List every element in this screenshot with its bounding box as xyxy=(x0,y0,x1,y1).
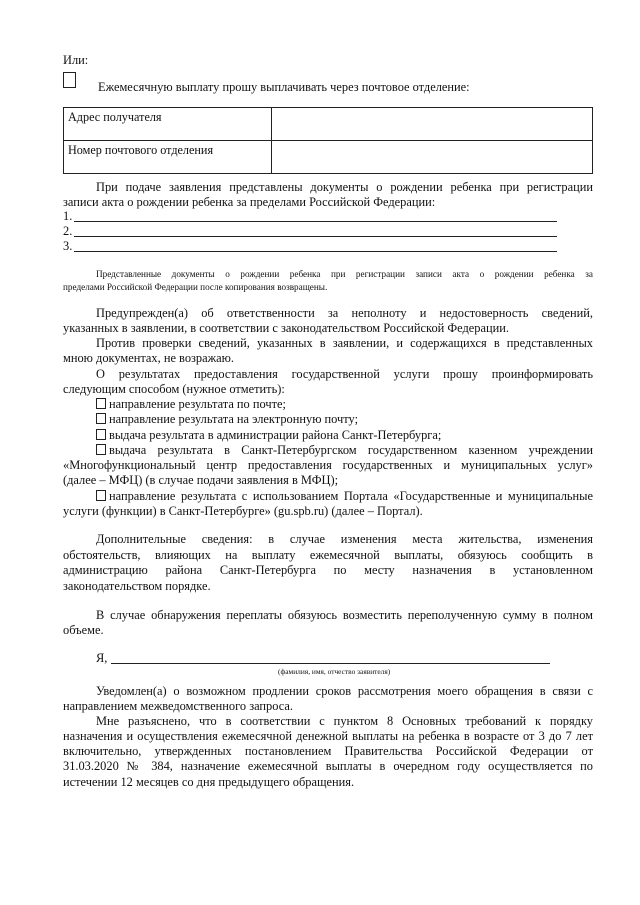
option-portal-label-line1: направление результата с использованием Портала «Государственные и муниципальные xyxy=(109,489,593,503)
additional-line4: законодательством порядке. xyxy=(63,579,211,593)
signature-prefix: Я, xyxy=(96,651,108,665)
option-portal[interactable] xyxy=(96,489,593,504)
or-label: Или: xyxy=(63,53,89,67)
option-portal-line2: услуги (функции) в Санкт-Петербурге» (gu.spb.ru) (далее – Портал). xyxy=(63,504,423,518)
overpay-line1: В случае обнаружения переплаты обязуюсь возместить переполученную сумму в полном xyxy=(96,608,593,622)
checkbox-icon[interactable] xyxy=(96,429,106,440)
option-post[interactable] xyxy=(96,397,286,412)
post-office-number-field[interactable] xyxy=(272,141,593,174)
small-note-line2: пределами Российской Федерации после копирования возвращены. xyxy=(63,282,328,292)
option-admin-label: выдача результата в администрации района Санкт-Петербурга; xyxy=(109,428,442,442)
checkbox-icon[interactable] xyxy=(96,398,106,409)
consent-line1: Против проверки сведений, указанных в заявлении, и содержащихся в представленных xyxy=(96,336,593,350)
option-admin[interactable] xyxy=(96,428,441,443)
docs-item-3-field[interactable] xyxy=(74,251,557,252)
results-intro-line2: следующим способом (нужное отметить): xyxy=(63,382,285,396)
option-mfc[interactable] xyxy=(96,443,593,458)
explained-line1: Мне разъяснено, что в соответствии с пунктом 8 Основных требований к порядку xyxy=(96,714,593,728)
docs-para-line1: При подаче заявления представлены документы о рождении ребенка при регистрации xyxy=(96,180,593,194)
additional-line1: Дополнительные сведения: в случае изменения места жительства, изменения xyxy=(96,532,593,546)
additional-line3: администрацию района Санкт-Петербурга по месту назначения в установленном xyxy=(63,563,593,577)
table-cell-label: Адрес получателя xyxy=(64,108,272,141)
signature-caption: (фамилия, имя, отчество заявителя) xyxy=(278,667,391,676)
option-email[interactable] xyxy=(96,412,358,427)
docs-item-2-field[interactable] xyxy=(74,236,557,237)
notified-line1: Уведомлен(а) о возможном продлении сроков рассмотрения моего обращения в связи с xyxy=(96,684,593,698)
additional-line2: обстоятельств, влияющих на выплату ежемесячной выплаты, обязуюсь сообщить в xyxy=(63,548,593,562)
option-post-label: направление результата по почте; xyxy=(109,397,286,411)
table-row xyxy=(64,108,593,141)
docs-item-1-field[interactable] xyxy=(74,221,557,222)
notified-line2: направлением межведомственного запроса. xyxy=(63,699,294,713)
checkbox-icon[interactable] xyxy=(96,444,106,455)
small-note-line1: Представленные документы о рождении ребенка при регистрации записи акта о рождении ребенка за xyxy=(96,269,593,279)
explained-line5: истечении 12 месяцев со дня предыдущего обращения. xyxy=(63,775,355,789)
option-mfc-label-line1: выдача результата в Санкт-Петербургском государственном казенном учреждении xyxy=(109,443,593,457)
docs-item-number: 3. xyxy=(63,239,73,253)
consent-line2: мною документах, не возражаю. xyxy=(63,351,235,365)
recipient-address-field[interactable] xyxy=(272,108,593,141)
option-email-label: направление результата на электронную почту; xyxy=(109,412,359,426)
postal-details-table xyxy=(63,107,593,174)
table-cell-label: Номер почтового отделения xyxy=(64,141,272,174)
explained-line3: включительно, утвержденных постановлением Правительства Российской Федерации от xyxy=(63,744,593,758)
table-row xyxy=(64,141,593,174)
docs-item-number: 2. xyxy=(63,224,73,238)
checkbox-icon[interactable] xyxy=(96,490,106,501)
results-intro-line1: О результатах предоставления государственной услуги прошу проинформировать xyxy=(96,367,593,381)
mail-option-checkbox[interactable] xyxy=(63,72,76,88)
explained-line4: 31.03.2020 № 384, назначение ежемесячной выплаты в очередном году осуществляется по xyxy=(63,759,593,773)
option-mfc-line2: «Многофункциональный центр предоставления государственных и муниципальных услуг» xyxy=(63,458,593,472)
warning-line1: Предупрежден(а) об ответственности за неполноту и недостоверность сведений, xyxy=(96,306,593,320)
mail-option-label: Ежемесячную выплату прошу выплачивать через почтовое отделение: xyxy=(98,80,470,94)
docs-para-line2: записи акта о рождении ребенка за пределами Российской Федерации: xyxy=(63,195,436,209)
explained-line2: назначения и осуществления ежемесячной денежной выплаты на ребенка в возрасте от 3 до 7 лет xyxy=(63,729,593,743)
warning-line2: указанных в заявлении, в соответствии с законодательством Российской Федерации. xyxy=(63,321,509,335)
checkbox-icon[interactable] xyxy=(96,413,106,424)
option-mfc-line3: (далее – МФЦ) (в случае подачи заявления в МФЦ); xyxy=(63,473,339,487)
docs-item-number: 1. xyxy=(63,209,73,223)
overpay-line2: объеме. xyxy=(63,623,104,637)
